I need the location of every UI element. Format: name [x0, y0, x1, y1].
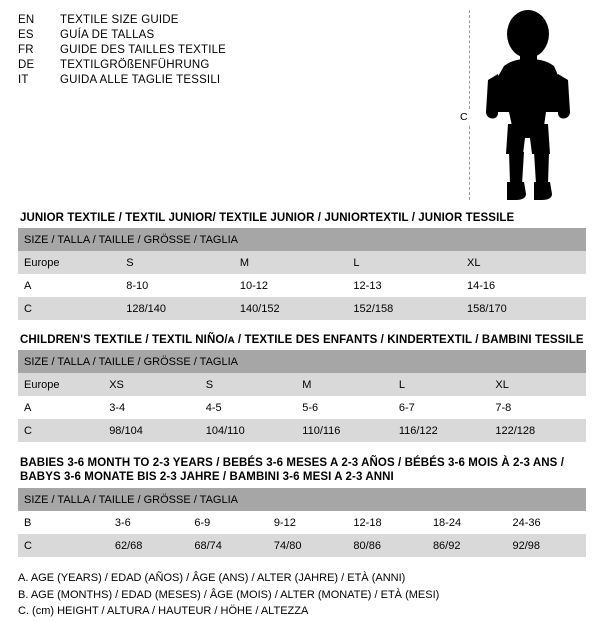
cell: 4-5 [200, 396, 297, 419]
cell: 104/110 [200, 419, 297, 442]
cell: S [120, 251, 234, 274]
children-size-table [18, 350, 586, 442]
cell: L [347, 251, 461, 274]
babies-size-table [18, 488, 586, 557]
cell: 6-7 [393, 396, 490, 419]
language-title: GUÍA DE TALLAS [60, 29, 155, 41]
cell: S [200, 373, 297, 396]
language-code: ES [18, 29, 34, 41]
cell: 140/152 [234, 297, 348, 320]
row-label: Europe [18, 373, 103, 396]
height-measure-label: C [460, 111, 468, 123]
legend-block [18, 571, 586, 620]
row-label: A [18, 396, 103, 419]
table-row [18, 396, 586, 419]
language-title-list [18, 14, 438, 89]
cell: 6-9 [188, 511, 268, 534]
language-title: TEXTILE SIZE GUIDE [60, 14, 179, 26]
cell: 10-12 [234, 274, 348, 297]
measurement-figure [452, 6, 592, 206]
cell: 12-18 [347, 511, 427, 534]
table-head-label: SIZE / TALLA / TAILLE / GRÖSSE / TAGLIA [18, 350, 586, 373]
language-code: DE [18, 59, 35, 71]
table-row [18, 511, 586, 534]
table-head-row [18, 488, 586, 511]
row-label: Europe [18, 251, 120, 274]
legend-line-c: C. (cm) HEIGHT / ALTURA / HAUTEUR / HÖHE / ALTEZZA [18, 605, 309, 617]
cell: 18-24 [427, 511, 507, 534]
cell: 80/86 [347, 534, 427, 557]
cell: 8-10 [120, 274, 234, 297]
table-row [18, 534, 586, 557]
table-row [18, 373, 586, 396]
language-row [18, 29, 438, 41]
language-row [18, 74, 438, 86]
row-label: C [18, 419, 103, 442]
language-title: GUIDA ALLE TAGLIE TESSILI [60, 74, 221, 86]
row-label: A [18, 274, 120, 297]
cell: 3-4 [103, 396, 200, 419]
section-title-children: CHILDREN'S TEXTILE / TEXTIL NIÑO/ᴀ / TEXTILE DES ENFANTS / KINDERTEXTIL / BAMBINI TESSILE [20, 334, 584, 346]
legend-line-b: B. AGE (MONTHS) / EDAD (MESES) / ÂGE (MOIS) / ALTER (MONATE) / ETÀ (MESI) [18, 588, 440, 601]
cell: 74/80 [268, 534, 348, 557]
table-row [18, 297, 586, 320]
cell: XL [461, 251, 586, 274]
table-head-label: SIZE / TALLA / TAILLE / GRÖSSE / TAGLIA [18, 228, 586, 251]
legend-line-a: A. AGE (YEARS) / EDAD (AÑOS) / ÂGE (ANS) / ALTER (JAHRE) / ETÀ (ANNI) [18, 572, 406, 584]
language-row [18, 59, 438, 71]
size-tables [18, 212, 586, 621]
table-head-label: SIZE / TALLA / TAILLE / GRÖSSE / TAGLIA [18, 488, 586, 511]
cell: 5-6 [296, 396, 393, 419]
junior-size-table [18, 228, 586, 320]
height-dashed-line [469, 10, 470, 200]
language-row [18, 44, 438, 56]
cell: 116/122 [393, 419, 490, 442]
cell: 9-12 [268, 511, 348, 534]
cell: 14-16 [461, 274, 586, 297]
cell: L [393, 373, 490, 396]
table-row [18, 251, 586, 274]
cell: 24-36 [506, 511, 586, 534]
cell: M [296, 373, 393, 396]
language-title: TEXTILGRÖßENFÜHRUNG [60, 59, 210, 71]
cell: XL [489, 373, 586, 396]
language-code: IT [18, 74, 29, 86]
cell: 92/98 [506, 534, 586, 557]
cell: 7-8 [489, 396, 586, 419]
cell: 158/170 [461, 297, 586, 320]
cell: 152/158 [347, 297, 461, 320]
row-label: B [18, 511, 109, 534]
child-silhouette-icon [480, 8, 590, 206]
section-title-junior: JUNIOR TEXTILE / TEXTIL JUNIOR/ TEXTILE JUNIOR / JUNIORTEXTIL / JUNIOR TESSILE [20, 212, 515, 224]
language-code: FR [18, 44, 34, 56]
row-label: C [18, 297, 120, 320]
row-label: C [18, 534, 109, 557]
cell: XS [103, 373, 200, 396]
language-title: GUIDE DES TAILLES TEXTILE [60, 44, 227, 56]
cell: 122/128 [489, 419, 586, 442]
table-head-row [18, 350, 586, 373]
cell: 12-13 [347, 274, 461, 297]
cell: 62/68 [109, 534, 189, 557]
cell: 128/140 [120, 297, 234, 320]
table-head-row [18, 228, 586, 251]
cell: 68/74 [188, 534, 268, 557]
cell: 110/116 [296, 419, 393, 442]
language-row [18, 14, 438, 26]
cell: M [234, 251, 348, 274]
cell: 3-6 [109, 511, 189, 534]
language-code: EN [18, 14, 35, 26]
cell: 86/92 [427, 534, 507, 557]
cell: 98/104 [103, 419, 200, 442]
table-row [18, 419, 586, 442]
table-row [18, 274, 586, 297]
section-title-babies: BABIES 3-6 MONTH TO 2-3 YEARS / BEBÉS 3-6 MESES A 2-3 AÑOS / BÉBÉS 3-6 MOIS À 2-3 ANS / BABYS 3-6 MONATE BIS 2-3 JAHRE / BAMBINI 3-6 MESI A 2-3 ANNI [20, 457, 564, 483]
